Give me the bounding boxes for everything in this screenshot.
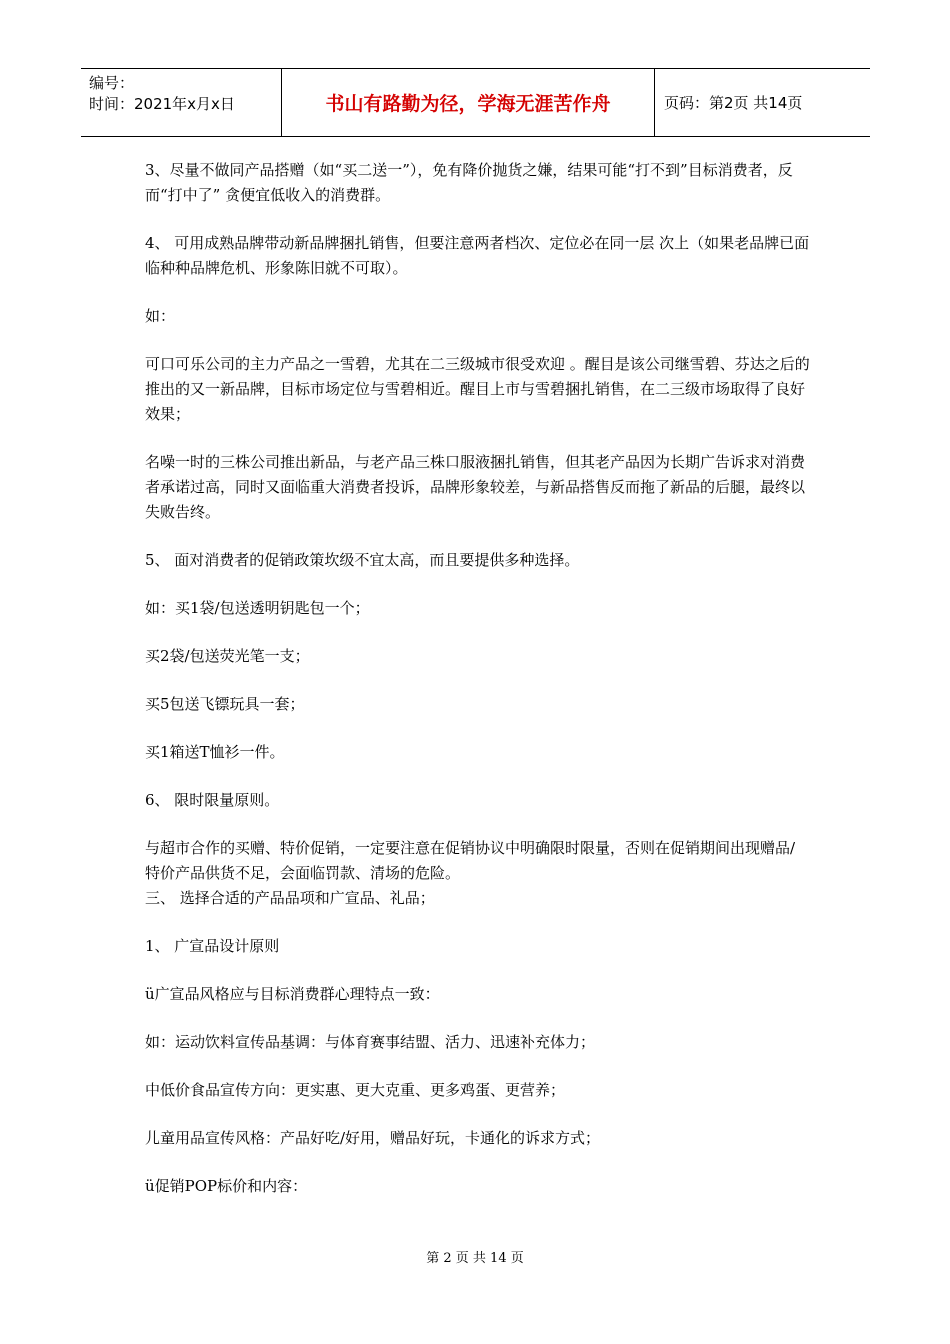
slogan: 书山有路勤为径，学海无涯苦作舟 [325, 93, 611, 115]
paragraph: 中低价食品宣传方向：更实惠、更大克重、更多鸡蛋、更营养； [145, 1081, 566, 1099]
section-heading: 三、 选择合适的产品品项和广宣品、礼品； [145, 889, 435, 907]
header-divider [654, 69, 655, 136]
header-page-info [664, 69, 802, 136]
paragraph: 如：运动饮料宣传品基调：与体育赛事结盟、活力、迅速补充体力； [145, 1033, 596, 1051]
paragraph: 如：买1袋/包送透明钥匙包一个； [145, 599, 370, 617]
document-body [145, 158, 810, 1222]
paragraph: 6、 限时限量原则。 [145, 791, 280, 809]
page-footer [0, 1247, 950, 1266]
paragraph: 买2袋/包送荧光笔一支； [145, 647, 310, 665]
footer-page-number: 第 2 页 共 14 页 [426, 1251, 524, 1266]
paragraph: 儿童用品宣传风格：产品好吃/好用，赠品好玩，卡通化的诉求方式； [145, 1129, 601, 1147]
header-slogan-cell [282, 69, 654, 136]
paragraph: 4、 可用成熟品牌带动新品牌捆扎销售，但要注意两者档次、定位必在同一层 次上（如果老品牌已面临种种品牌危机、形象陈旧就不可取）。 [145, 234, 810, 277]
paragraph: 1、 广宣品设计原则 [145, 937, 280, 955]
date-label: 时间：2021年x月x日 [89, 95, 235, 113]
paragraph: ü促销POP标价和内容： [145, 1177, 308, 1195]
paragraph: 如： [145, 307, 176, 325]
paragraph: 可口可乐公司的主力产品之一雪碧，尤其在二三级城市很受欢迎 。醒目是该公司继雪碧、芬达之后的推出的又一新品牌，目标市场定位与雪碧相近。醒目上市与雪碧捆扎销售，在二三级市场取得了良好效果； [145, 355, 810, 423]
paragraph: 名噪一时的三株公司推出新品，与老产品三株口服液捆扎销售，但其老产品因为长期广告诉求对消费者承诺过高，同时又面临重大消费者投诉，品牌形象较差，与新品搭售反而拖了新品的后腿，最终以失败告终。 [145, 453, 806, 521]
paragraph: ü广宣品风格应与目标消费群心理特点一致： [145, 985, 440, 1003]
paragraph: 5、 面对消费者的促销政策坎级不宜太高，而且要提供多种选择。 [145, 551, 580, 569]
paragraph: 3、尽量不做同产品搭赠（如“买二送一”），免有降价抛货之嫌，结果可能“打不到”目标消费者，反而“打中了” 贪便宜低收入的消费群。 [145, 161, 793, 204]
page-info: 页码：第2页 共14页 [664, 94, 803, 112]
number-label: 编号： [89, 74, 135, 92]
paragraph: 与超市合作的买赠、特价促销，一定要注意在促销协议中明确限时限量，否则在促销期间出现赠品/特价产品供货不足，会面临罚款、清场的危险。 [145, 839, 796, 882]
header-meta [89, 73, 277, 115]
paragraph: 买5包送飞镖玩具一套； [145, 695, 305, 713]
paragraph: 买1箱送T恤衫一件。 [145, 743, 285, 761]
header-table [81, 68, 870, 137]
